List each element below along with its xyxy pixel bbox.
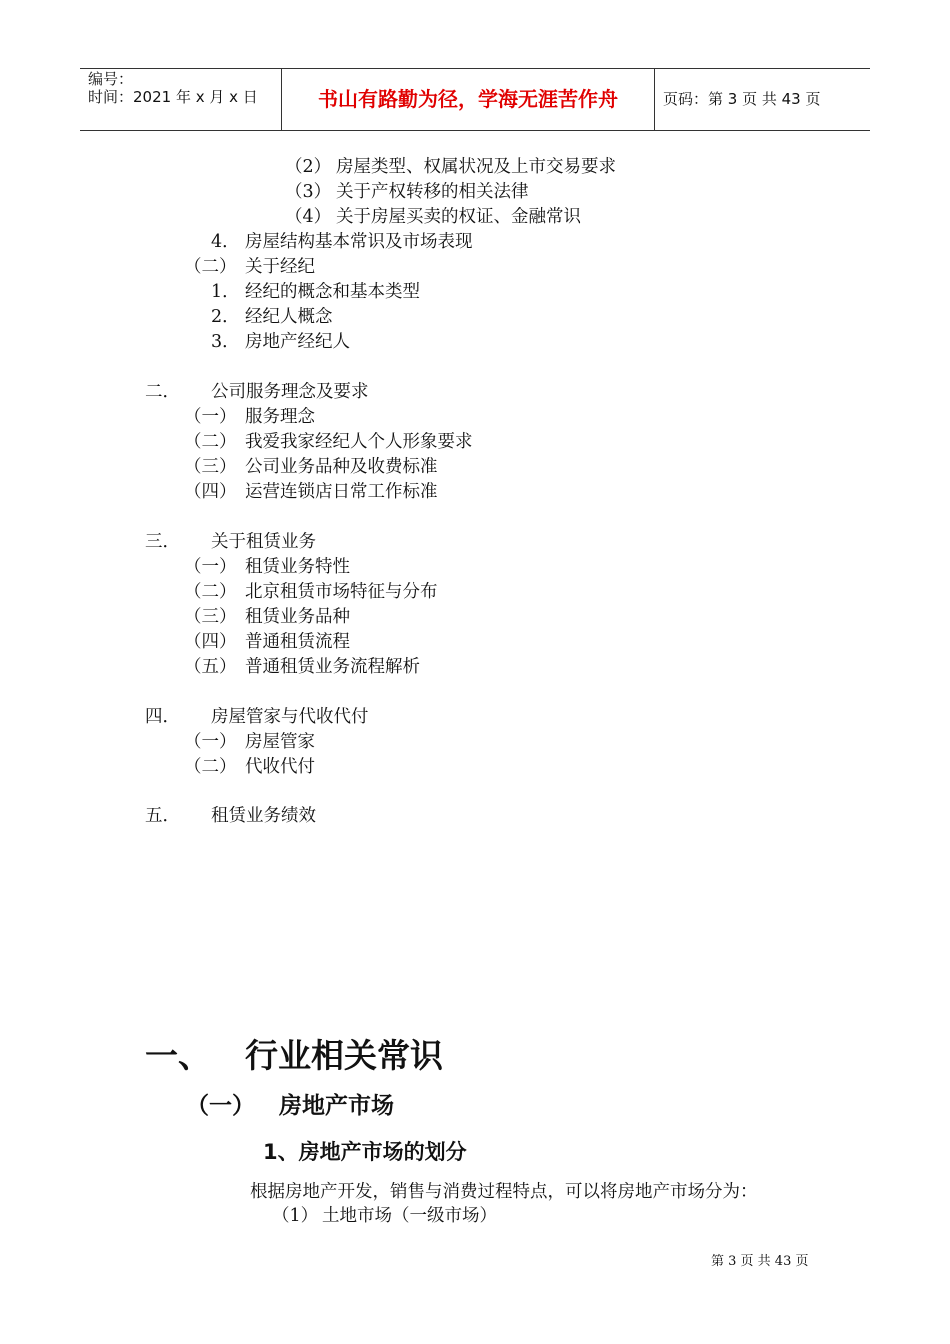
list-item <box>272 1202 497 1227</box>
toc-marker: （一） <box>184 732 237 752</box>
section-heading-1 <box>145 1030 443 1077</box>
header-page-info: 页码：第 3 页 共 43 页 <box>663 90 821 108</box>
heading-1-marker: 一、 <box>145 1036 211 1075</box>
toc-text: 代收代付 <box>245 757 315 777</box>
toc-marker: （五） <box>184 657 237 677</box>
toc-marker: （4） <box>285 207 332 227</box>
toc-text: 房屋管家与代收代付 <box>211 707 369 727</box>
toc-marker: （二） <box>184 257 237 277</box>
time-label: 时间：2021 年 x 月 x 日 <box>88 88 258 106</box>
toc-marker: （3） <box>285 182 332 202</box>
toc-text: 关于产权转移的相关法律 <box>336 182 529 202</box>
toc-text: 关于租赁业务 <box>211 532 316 552</box>
toc-marker: （一） <box>184 407 237 427</box>
toc-text: 经纪人概念 <box>245 307 333 327</box>
heading-1-text: 行业相关常识 <box>245 1036 443 1075</box>
toc-marker: 四． <box>145 707 180 727</box>
toc-marker: （四） <box>184 632 237 652</box>
toc-text: 公司服务理念及要求 <box>211 382 369 402</box>
body-paragraph: 根据房地产开发，销售与消费过程特点，可以将房地产市场分为： <box>250 1182 758 1202</box>
toc-text: 房屋管家 <box>245 732 315 752</box>
section-heading-3: 1、房地产市场的划分 <box>263 1140 467 1164</box>
toc-marker: 4． <box>211 232 240 252</box>
toc-marker: 五． <box>145 806 180 826</box>
toc-text: 房屋结构基本常识及市场表现 <box>245 232 473 252</box>
toc-marker: 2． <box>211 307 240 327</box>
toc-text: 租赁业务品种 <box>245 607 350 627</box>
toc-marker: 3． <box>211 332 240 352</box>
toc-marker: （三） <box>184 457 237 477</box>
list-item-text: 土地市场（一级市场） <box>322 1206 497 1226</box>
toc-text: 关于房屋买卖的权证、金融常识 <box>336 207 581 227</box>
toc-text: 经纪的概念和基本类型 <box>245 282 420 302</box>
toc-text: 运营连锁店日常工作标准 <box>245 482 438 502</box>
page-header <box>80 68 870 131</box>
heading-2-marker: （一） <box>186 1093 255 1119</box>
toc-text: 关于经纪 <box>245 257 315 277</box>
toc-marker: （四） <box>184 482 237 502</box>
toc-marker: （一） <box>184 557 237 577</box>
toc-text: 服务理念 <box>245 407 315 427</box>
toc-text: 房屋类型、权属状况及上市交易要求 <box>336 157 616 177</box>
toc-text: 租赁业务特性 <box>245 557 350 577</box>
list-item-marker: （1） <box>272 1206 319 1226</box>
toc-text: 普通租赁流程 <box>245 632 350 652</box>
toc-marker: 二． <box>145 382 180 402</box>
header-meta-cell <box>80 69 282 130</box>
toc-marker: （二） <box>184 432 237 452</box>
toc-text: 我爱我家经纪人个人形象要求 <box>245 432 473 452</box>
toc-text: 北京租赁市场特征与分布 <box>245 582 438 602</box>
toc-marker: （三） <box>184 607 237 627</box>
toc-marker: 三． <box>145 532 180 552</box>
toc-marker: （二） <box>184 582 237 602</box>
toc-text: 公司业务品种及收费标准 <box>245 457 438 477</box>
toc-text: 房地产经纪人 <box>245 332 350 352</box>
toc-marker: 1． <box>211 282 240 302</box>
code-label: 编号： <box>88 70 134 88</box>
heading-2-text: 房地产市场 <box>279 1093 394 1119</box>
toc-marker: （2） <box>285 157 332 177</box>
page-footer: 第 3 页 共 43 页 <box>711 1254 809 1269</box>
header-motto: 书山有路勤为径，学海无涯苦作舟 <box>282 69 655 130</box>
toc-marker: （二） <box>184 757 237 777</box>
toc-text: 租赁业务绩效 <box>211 806 316 826</box>
section-heading-2 <box>186 1087 394 1120</box>
toc-text: 普通租赁业务流程解析 <box>245 657 420 677</box>
